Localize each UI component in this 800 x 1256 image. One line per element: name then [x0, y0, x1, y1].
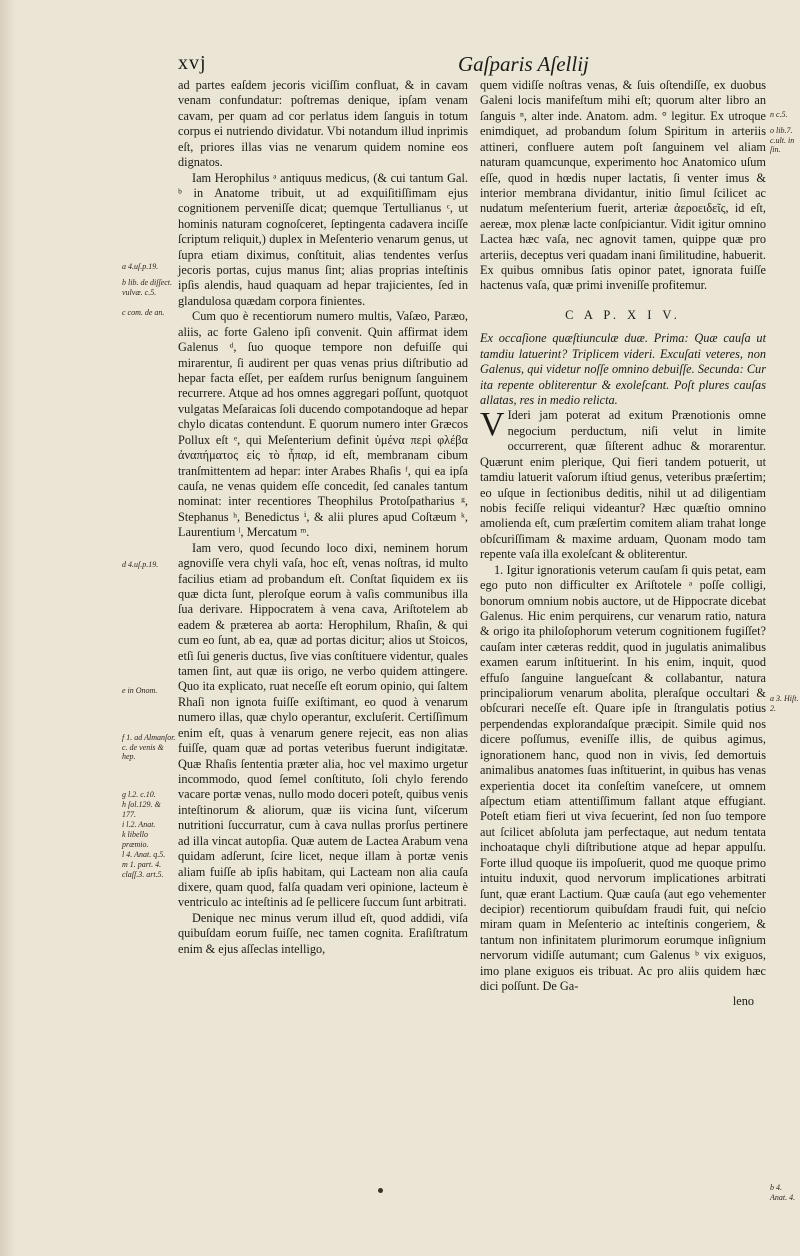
left-column [178, 78, 468, 957]
margin-note: b lib. de diſſect. vulvæ. c.5. [122, 278, 172, 297]
margin-note: g l.2. c.10. [122, 790, 156, 799]
margin-note: m 1. part. 4. claſſ.3. art.5. [122, 860, 164, 879]
paragraph: Denique nec minus verum illud eſt, quod addidi, viſa quibuſdam eorum fuiſſe, nec tamen cognita. Eraſiſtratum enim & ejus aſſeclas intelligo, [178, 910, 468, 956]
page-header [178, 52, 758, 76]
margin-note: k libello præmio. [122, 830, 149, 849]
running-head: Gaſparis Aſellij [458, 52, 589, 76]
margin-note: n c.5. [770, 110, 788, 119]
paragraph-text: Ideri jam poterat ad exitum Prænotionis omne negocium perductum, niſi velut in limite occurrerent, quæ ſiſterent adhuc & morarentur. Quærunt enim plerique, Qui fieri tandem potuerit, ut tamdiu latuerit vaſorum iſtiud genus, veteribus præſertim; eo uſque in ſectionibus deditis, nihil ut ad diligentiam nobis feciſſe reliqui videantur? Hæc quæſtio omnino amolienda eſt, cum præſertim comitem aliam trahat longe obſcuriſſimam & maxime arduam, Quonam modo tam repente vaſa illa exoleſcant & obliterentur. [480, 408, 766, 562]
paragraph: quem vidiſſe noſtras venas, & ſuis oſtendiſſe, ex duobus Galeni locis manifeſtum mihi eſt; quorum alter libro an ſanguis ⁿ, alter inde. Anatom. adm. ° legitur. Ex utroque enimdiquet, ad probandum ſolum Spiritum in arteriis attineri, confluere autem poſt ſanguinem vel aliam naturam quamcunque, experimento hoc Anatomico uſum eſſe, quod in hœdis nuper lactatis, ſi venter imus & interior membrana dividantur, initio ſimul ſcilicet ac nudatum meſenterium fuerit, arteriæ ἀεροειδεῖς, id eſt, aereæ, mox plenæ lacte conſpiciantur. Vidit igitur omnino Lactea hæc vaſa, nec agnovit tamen, quippe quæ pro arteriis, deceptus veri quadam inani ſimilitudine, habuerit. Ex quibus omnibus ſatis opinor patet, ignorata fuiſſe hactenus vaſa, quæ primi inveniſſe profitemur. [480, 78, 766, 293]
margin-note: e in Onom. [122, 686, 158, 695]
paragraph: ad partes eaſdem jecoris viciſſim confluat, & in cavam venam confundatur: poſtremas denique, ipſam venam cavam, per quam ad cor perlatus idem ſanguis in totum corpus ei nutriendo dividatur. Vbi notandum illud inprimis eſt, priores illas vias ne venarum quidem nomine eos dignatos. [178, 78, 468, 170]
ink-spot [378, 1188, 383, 1193]
right-column [480, 78, 766, 1010]
paragraph: Iam vero, quod ſecundo loco dixi, neminem horum agnoviſſe vera chyli vaſa, hoc eſt, venas noſtras, id multo facilius etiam ad probandum eſt. Conſtat ſiquidem ex iis quæ dicta ſunt, pleroſque eorum à vaſis communibus illa ſua derivare. Hippocratem à vena cava, Ariſtotelem ab eadem & præterea ab aorta: Herophilum, Rhaſin, & qui cum eo ſunt, ab ea, quæ ad portas dicitur; alios ut Stoicos, etſi ſui generis ductus, ſive vias conſtituere videntur, quales tamen ſint, aut quæ iis origo, ne verbo quidem attingere. Quo ita explicato, ruat neceſſe eſt eorum opinio, qui ſaltem Rhaſi non ignota fuiſſe exiſtimant, eo quod à venarum numero illas, quæ chylo operantur, excluſerit. Certiſſimum enim eſt, quas à venarum genere rejecit, eas non alias fuiſſe, quam quæ ad portas veteribus fuerunt indigitatæ. Quæ Rhaſis ſententia præter alia, hoc vel maximo urgetur incommodo, quod ſemel conſtituto, ſoli chylo ferendo vacare portæ venas, nullo modo doceri poteſt, quibus venis inteſtinorum & aliorum, quæ iis vicina ſunt, viſcerum nutritioni ſuccurratur, cum à cava nullas prorſus pertinere ad illa vincat autopſia. Quæ autem de Lactea Arabum vena quidam adſerunt, ſcire licet, neque illam à portæ venis aliam fuiſſe ab ipſis habitam, qui Lacteam non alia cauſa dixere, quam quod, falſa quadam veri opinione, lacteum è ventriculo ac inteſtinis ad ſe pellicere ſuccum ſunt arbitrati. [178, 540, 468, 910]
folio-number: xvj [178, 52, 207, 74]
margin-note: d 4.uſ.p.19. [122, 560, 159, 569]
chapter-heading: C A P. X I V. [565, 307, 681, 322]
chapter-summary: Ex occaſione quæſtiunculæ duæ. Prima: Quæ cauſa ut tamdiu latuerint? Triplicem videri. Excuſati veteres, non Galenus, qui videtur noſſe omnino debuiſſe. Secunda: Cur ita repente obliterentur & exoleſcant. Poſt plures cauſas allatas, res in medio relicta. [480, 331, 766, 408]
paragraph: 1. Igitur ignorationis veterum cauſam ſi quis petat, eam ego puto non difficulter ex Ariſtotele ᵃ poſſe colligi, bonorum omnium nobis auctore, ut de Hippocrate dicebat Galenus. Hic enim perquirens, cur venarum ratio, natura & origo ita philoſophorum veterum cognitionem fugiſſet? cauſam inter cæteras reddit, quod in jugulatis animalibus examen earum inſtituerint. In his enim, inquit, quod effuſo ſanguine langueſcant & collabantur, natura principaliorum venarum abolita, pleraſque occultari & obſcurari neceſſe eſt. Quare ipſe in ſtrangulatis potius perpendendas explorandaſque præcipit. Simile quid nos dicere poſſumus, eveniſſe illis, de quibus agimus, ignorationem hanc, quod non in vivis, ſed demortuis animalibus anatomes ſuas inſtituerint, in quibus has venas experientia docet ita conſeſtim vaneſcere, ut omnem aſpectum etiam attentiſſimum fallant atque effugiant. Poteſt etiam fieri ut viva ſecuerint, ſed non ſuo tempore aut ſcilicet abſoluta jam perfectaque, aut nedum tentata inchoataque chyli diſtributione atque ad hepar appulſu. Forte illud quoque iis impoſuerit, quod me quoque primo intuitu induxit, quod nervorum implicationes arbitrati ſunt, quæ erant Lactium. Quæ cauſa (aut ego vehementer decipior) recentiorum quibuſdam fraudi fuit, qui neſcio miram quam in Meſenterio ac inteſtinis congeriem, & tantum non infinitatem plurimorum eorumque inſignium nervorum vidiſſe autumant; cum Galenus ᵇ vix exiguos, imo plane exiguos eis tribuat. Ac pro aliis quidem hæc dici poſſunt. De Ga- [480, 562, 766, 994]
margin-note: a 4.uſ.p.19. [122, 262, 159, 271]
margin-note: o lib.7. c.ult. in ſin. [770, 126, 795, 154]
margin-note: a 3. Hiſt. 2. [770, 694, 799, 713]
margin-note: c com. de an. [122, 308, 165, 317]
drop-capital: V [480, 406, 505, 444]
paragraph: Cum quo è recentiorum numero multis, Vaſæo, Paræo, aliis, ac forte Galeno ipſi convenit. Quin affirmat idem Galenus ᵈ, ſuo quoque tempore non defuiſſe qui mirarentur, ſi audirent per quas venas prius diſtributio ad hepar facta eſſet, per eaſdem rurſus benignum ſanguinem recurrere. Atque ad hos omnes aggregari poſſunt, quotquot vulgatas Meſaraicas ſoli ducendo compotandoque ad hepar chylo dicatas contendunt. E quorum numero inter Græcos Pollux eſt ᵉ, qui Meſenterium definit ὑμένα περὶ φλέβα ἀναπήματος εἰς τὸ ἧπαρ, id eſt, membranam cibum tranſmittentem ad hepar: inter Arabes Rhaſis ᶠ, qui ea ipſa cauſa, ne venas quidem eſſe concedit, ſed canales tantum nominat: inter recentiores Theophilus Protoſpatharius ᵍ, Stephanus ʰ, Benedictus ⁱ, & alii plures apud Coſtæum ᵏ, Laurentium ˡ, Mercatum ᵐ. [178, 309, 468, 540]
paragraph [480, 408, 766, 562]
margin-note: h ſol.129. & 177. [122, 800, 161, 819]
page-gutter [0, 0, 16, 1256]
paragraph: Iam Herophilus ᵃ antiquus medicus, (& cui tantum Gal. ᵇ in Anatome tribuit, ut ad exquiſitiſſimam ejus cognitionem perveniſſe dicat; quemque Tertullianus ᶜ, ut hominis naturam cognoſceret, ſeptingenta cadavera inciſſe ſcriptum reliquit,) duplex in Meſenterio venarum genus, ut ſupra etiam diximus, conſtituit, alias tendentes verſus jecoris portas, cujus manus ſint; alias proprias inteſtinis ipſis alendis, haud quaquam ad hepar trajicientes, ſed in glandulosa quædam corpora finientes. [178, 170, 468, 308]
margin-note: i l.2. Anat. [122, 820, 156, 829]
margin-note: l 4. Anat. q.5. [122, 850, 166, 859]
margin-note: b 4. Anat. 4. [770, 1183, 796, 1202]
catchword: leno [732, 994, 754, 1009]
margin-note: f 1. ad Almanſor. c. de venis & hep. [122, 733, 176, 761]
